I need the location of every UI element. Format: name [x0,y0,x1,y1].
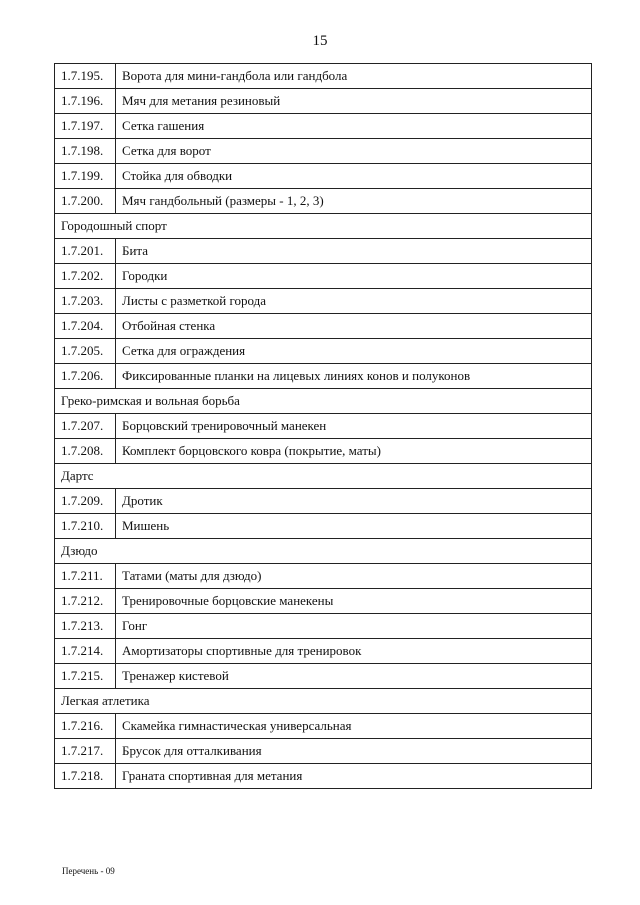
table-row [55,439,592,464]
item-number: 1.7.206. [55,364,116,389]
item-name: Тренажер кистевой [116,664,592,689]
item-name: Сетка для ворот [116,139,592,164]
table-row [55,589,592,614]
item-number: 1.7.201. [55,239,116,264]
section-title: Дзюдо [55,539,592,564]
item-number: 1.7.218. [55,764,116,789]
table-row [55,314,592,339]
item-number: 1.7.196. [55,89,116,114]
item-number: 1.7.217. [55,739,116,764]
item-name: Граната спортивная для метания [116,764,592,789]
table-row [55,339,592,364]
item-number: 1.7.212. [55,589,116,614]
table-row [55,89,592,114]
item-name: Тренировочные борцовские манекены [116,589,592,614]
item-number: 1.7.203. [55,289,116,314]
table-row [55,139,592,164]
item-number: 1.7.204. [55,314,116,339]
item-name: Мяч для метания резиновый [116,89,592,114]
item-name: Мишень [116,514,592,539]
item-name: Стойка для обводки [116,164,592,189]
table-row [55,664,592,689]
item-name: Комплект борцовского ковра (покрытие, маты) [116,439,592,464]
table-row [55,614,592,639]
section-header-row [55,214,592,239]
section-title: Дартс [55,464,592,489]
table-row [55,564,592,589]
table-row [55,164,592,189]
table-row [55,739,592,764]
item-name: Сетка для ограждения [116,339,592,364]
item-name: Фиксированные планки на лицевых линиях конов и полуконов [116,364,592,389]
item-number: 1.7.211. [55,564,116,589]
table-row [55,414,592,439]
table-row [55,189,592,214]
item-number: 1.7.209. [55,489,116,514]
item-name: Отбойная стенка [116,314,592,339]
page-number: 15 [312,33,328,49]
table-row [55,639,592,664]
item-number: 1.7.213. [55,614,116,639]
table-row [55,364,592,389]
table-row [55,239,592,264]
item-name: Брусок для отталкивания [116,739,592,764]
item-number: 1.7.202. [55,264,116,289]
equipment-table [54,63,592,789]
item-number: 1.7.210. [55,514,116,539]
table-row [55,64,592,89]
item-name: Ворота для мини-гандбола или гандбола [116,64,592,89]
table-row [55,489,592,514]
section-header-row [55,389,592,414]
section-header-row [55,539,592,564]
table-row [55,114,592,139]
section-title: Легкая атлетика [55,689,592,714]
item-name: Амортизаторы спортивные для тренировок [116,639,592,664]
item-number: 1.7.207. [55,414,116,439]
item-number: 1.7.197. [55,114,116,139]
item-name: Татами (маты для дзюдо) [116,564,592,589]
table-row [55,264,592,289]
item-number: 1.7.199. [55,164,116,189]
item-name: Дротик [116,489,592,514]
item-name: Бита [116,239,592,264]
section-title: Городошный спорт [55,214,592,239]
item-name: Скамейка гимнастическая универсальная [116,714,592,739]
item-number: 1.7.216. [55,714,116,739]
item-number: 1.7.205. [55,339,116,364]
table-row [55,714,592,739]
table-row [55,289,592,314]
table-row [55,764,592,789]
item-name: Листы с разметкой города [116,289,592,314]
item-number: 1.7.195. [55,64,116,89]
item-number: 1.7.198. [55,139,116,164]
section-header-row [55,689,592,714]
section-title: Греко-римская и вольная борьба [55,389,592,414]
table-row [55,514,592,539]
table-body [55,64,592,789]
item-number: 1.7.200. [55,189,116,214]
section-header-row [55,464,592,489]
item-number: 1.7.208. [55,439,116,464]
item-name: Сетка гашения [116,114,592,139]
item-name: Мяч гандбольный (размеры - 1, 2, 3) [116,189,592,214]
item-name: Гонг [116,614,592,639]
item-name: Борцовский тренировочный манекен [116,414,592,439]
item-number: 1.7.215. [55,664,116,689]
item-number: 1.7.214. [55,639,116,664]
footer-label: Перечень - 09 [62,866,115,876]
item-name: Городки [116,264,592,289]
